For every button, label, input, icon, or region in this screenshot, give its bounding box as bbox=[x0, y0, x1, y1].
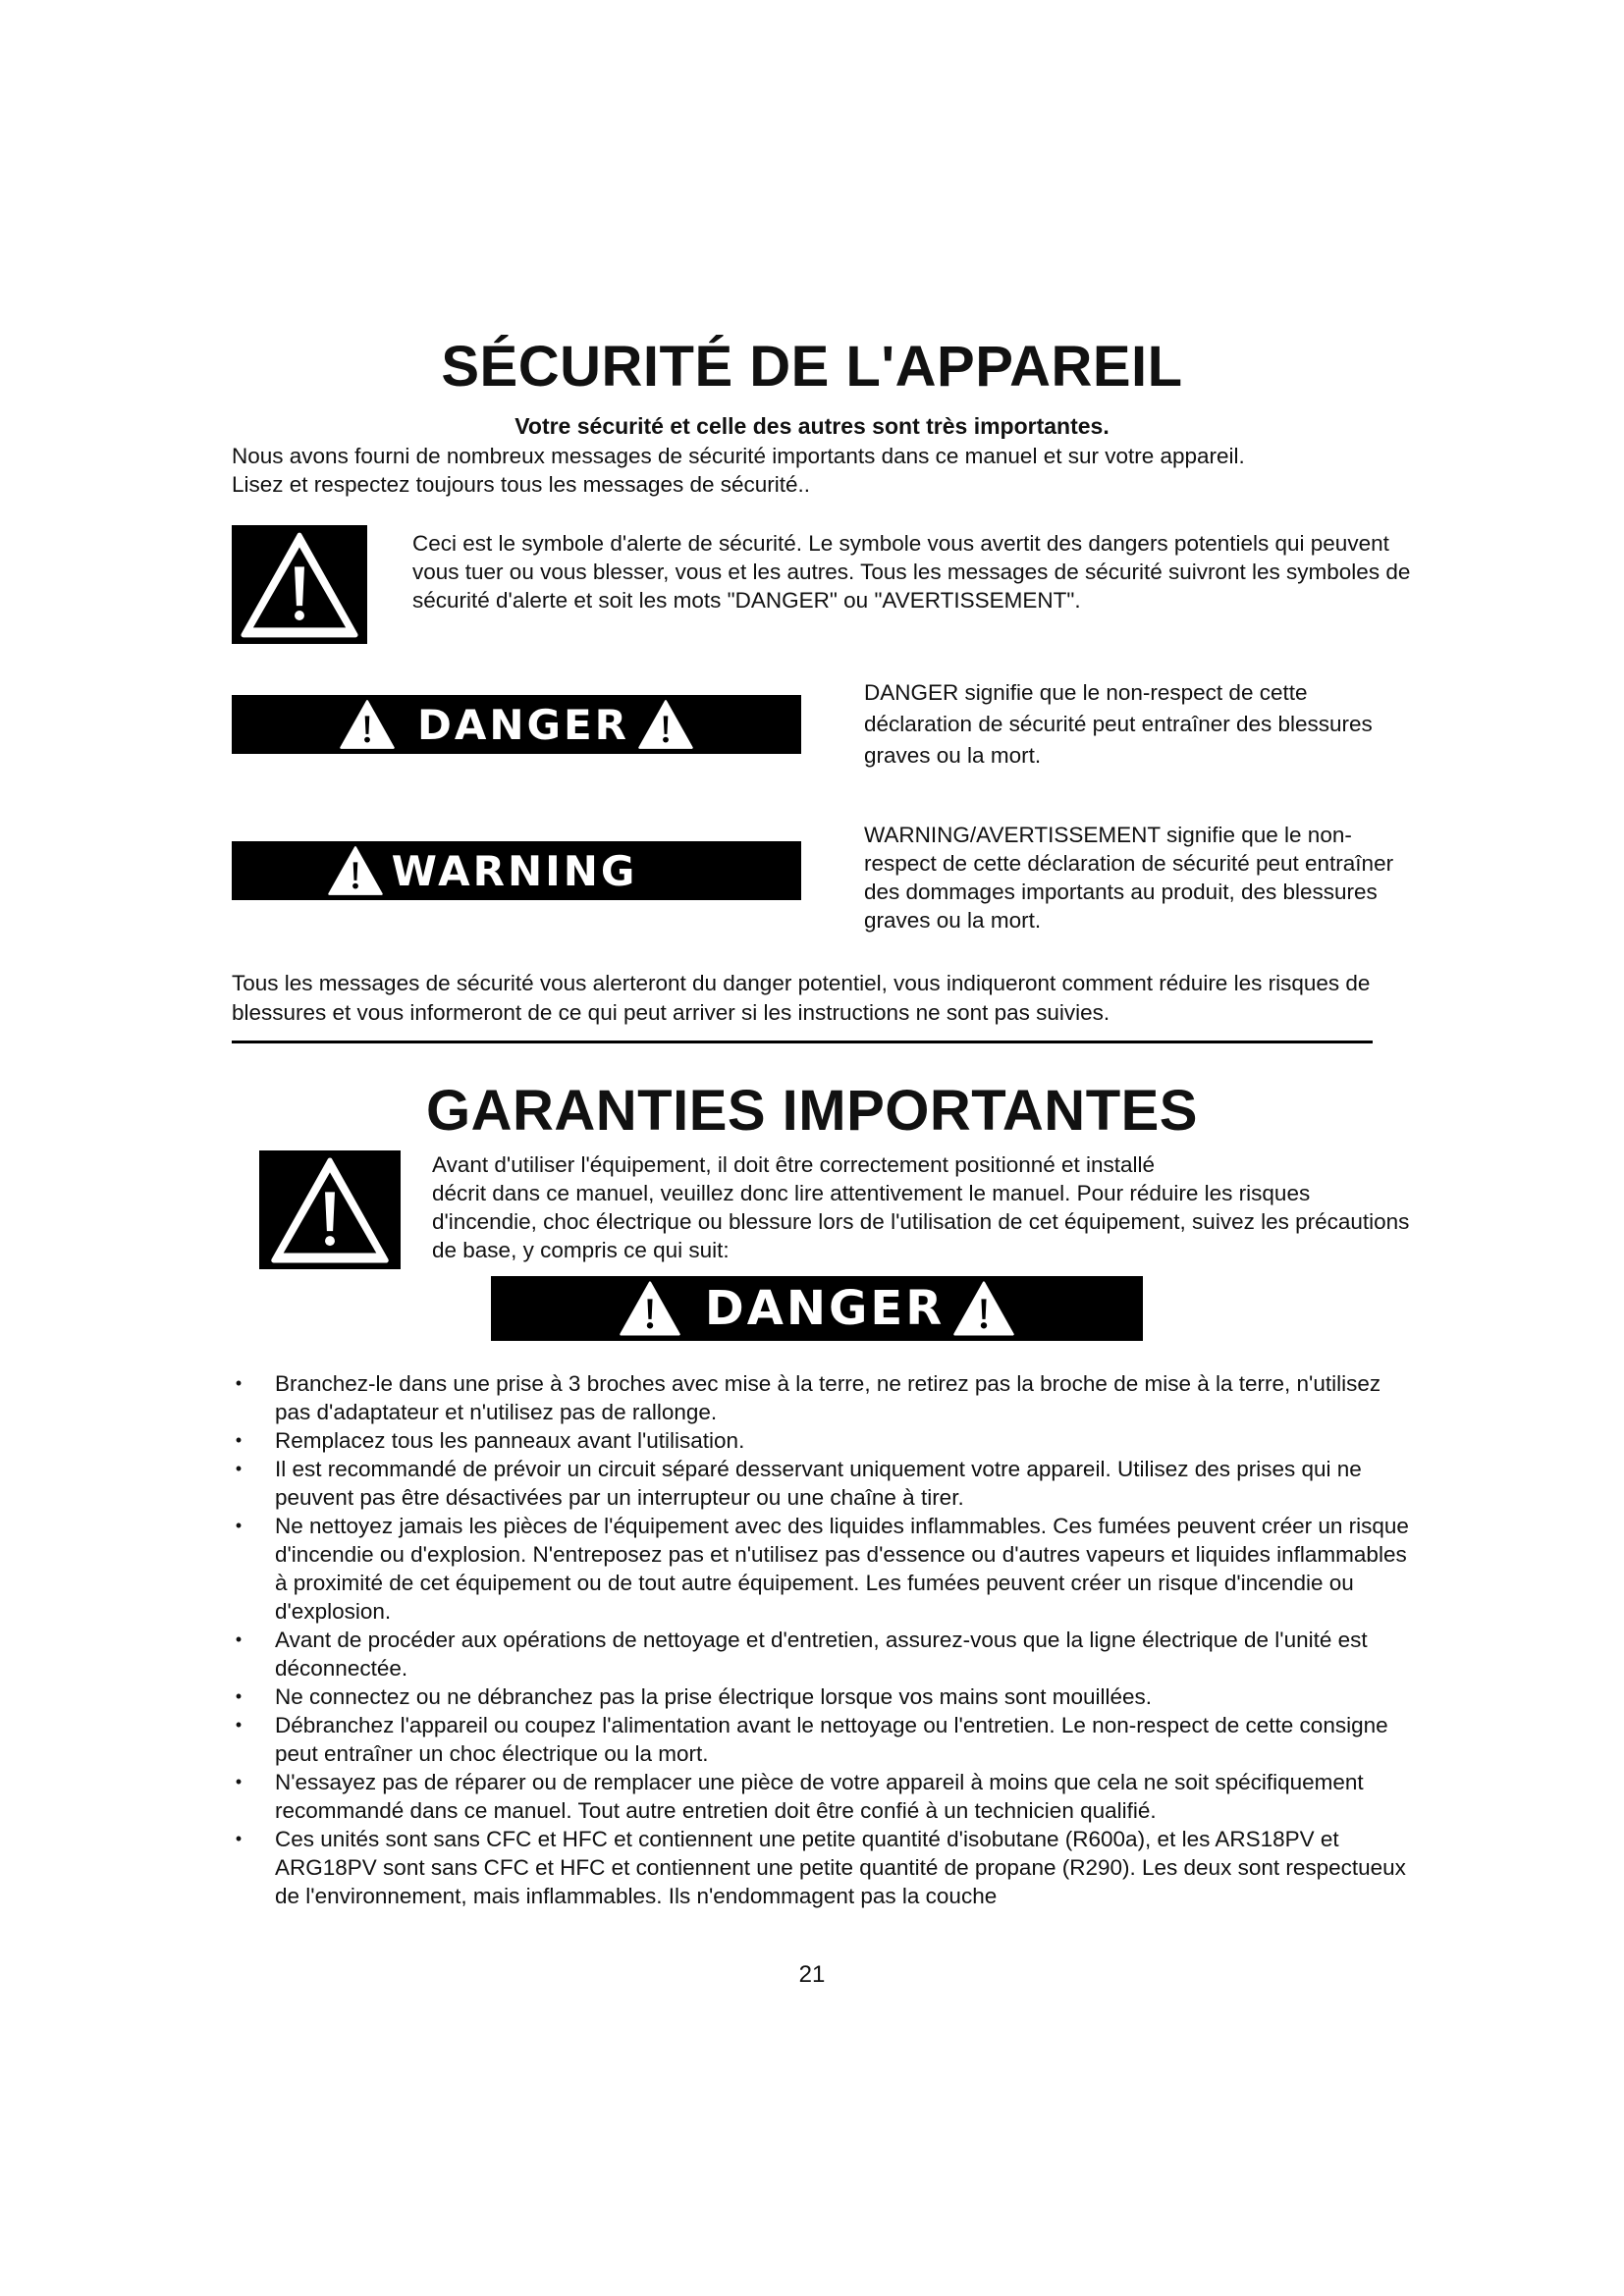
bullet-icon: • bbox=[235, 1459, 243, 1478]
safety-intro-line-2: Lisez et respectez toujours tous les messages de sécurité.. bbox=[232, 472, 811, 497]
guarantees-danger-banner bbox=[491, 1276, 1143, 1341]
bullet-icon: • bbox=[235, 1772, 243, 1791]
danger-banner bbox=[232, 695, 801, 754]
bullet-icon: • bbox=[235, 1516, 243, 1535]
warning-triangle-icon bbox=[952, 1280, 1015, 1337]
page-title: SÉCURITÉ DE L'APPAREIL bbox=[441, 335, 1183, 399]
bullet-icon: • bbox=[235, 1430, 243, 1450]
bullet-icon: • bbox=[235, 1686, 243, 1706]
safety-intro-line-1: Nous avons fourni de nombreux messages de sécurité importants dans ce manuel et sur votre appareil. bbox=[232, 444, 1245, 468]
precautions-list bbox=[229, 1369, 1419, 1910]
bullet-icon: • bbox=[235, 1715, 243, 1735]
safety-alert-symbol bbox=[232, 525, 367, 644]
page-number: 21 bbox=[798, 1961, 826, 1988]
safety-symbol-text: Ceci est le symbole d'alerte de sécurité. Le symbole vous avertit des dangers potentiels qui peuvent vous tuer ou vous blesser, vous et les autres. Tous les messages de sécurité suivront les symboles de sécurité d'alerte et soit les mots "DANGER" ou "AVERTISSEMENT". bbox=[412, 531, 1411, 613]
list-item: • Ne connectez ou ne débranchez pas la prise électrique lorsque vos mains sont mouillées. bbox=[229, 1682, 1419, 1711]
warning-banner bbox=[232, 841, 801, 900]
guarantees-intro-line-1: Avant d'utiliser l'équipement, il doit être correctement positionné et installé bbox=[432, 1152, 1156, 1177]
warning-banner-label: WARNING bbox=[391, 846, 638, 895]
list-item: • Avant de procéder aux opérations de nettoyage et d'entretien, assurez-vous que la ligne électrique de l'unité est déconnectée. bbox=[229, 1626, 1419, 1682]
warning-triangle-icon bbox=[637, 699, 694, 750]
alert-triangle-icon bbox=[239, 530, 360, 640]
safety-subtitle: Votre sécurité et celle des autres sont très importantes. bbox=[514, 413, 1110, 439]
warning-triangle-icon bbox=[619, 1280, 681, 1337]
danger-description: DANGER signifie que le non-respect de cette déclaration de sécurité peut entraîner des blessures graves ou la mort. bbox=[864, 680, 1373, 768]
section-divider bbox=[232, 1041, 1373, 1043]
bullet-icon: • bbox=[235, 1629, 243, 1649]
guarantees-intro-rest: décrit dans ce manuel, veuillez donc lire attentivement le manuel. Pour réduire les risques d'incendie, choc électrique ou blessure lors de l'utilisation de cet équipement, suivez les précautions de base, y compris ce qui suit: bbox=[432, 1181, 1410, 1262]
list-item: • N'essayez pas de réparer ou de remplacer une pièce de votre appareil à moins que cela ne soit spécifiquement recommandé dans ce manuel. Tout autre entretien doit être confié à un technicien qualifié. bbox=[229, 1768, 1419, 1825]
list-item: • Débranchez l'appareil ou coupez l'alimentation avant le nettoyage ou l'entretien. Le non-respect de cette consigne peut entraîner un choc électrique ou la mort. bbox=[229, 1711, 1419, 1768]
warning-triangle-icon bbox=[327, 845, 384, 896]
warning-description: WARNING/AVERTISSEMENT signifie que le non-respect de cette déclaration de sécurité peut entraîner des dommages importants au produit, des blessures graves ou la mort. bbox=[864, 823, 1394, 933]
list-item: • Ne nettoyez jamais les pièces de l'équipement avec des liquides inflammables. Ces fumées peuvent créer un risque d'incendie ou d'explosion. N'entreposez pas et n'utilisez pas d'essence ou d'autres vapeurs et liquides inflammables à proximité de cet équipement ou de tout autre équipement. Les fumées peuvent créer un risque d'incendie ou d'explosion. bbox=[229, 1512, 1419, 1626]
danger-banner-label: DANGER bbox=[416, 700, 630, 749]
guarantees-danger-label: DANGER bbox=[704, 1281, 946, 1336]
safety-closing-text: Tous les messages de sécurité vous alerteront du danger potentiel, vous indiqueront comment réduire les risques de blessures et vous informeront de ce qui peut arriver si les instructions ne sont pas suivies. bbox=[232, 971, 1371, 1025]
list-item: • Il est recommandé de prévoir un circuit séparé desservant uniquement votre appareil. Utilisez des prises qui ne peuvent pas être désactivées par un interrupteur ou une chaîne à tirer. bbox=[229, 1455, 1419, 1512]
safety-intro bbox=[232, 442, 1410, 499]
bullet-icon: • bbox=[235, 1373, 243, 1393]
guarantees-title: GARANTIES IMPORTANTES bbox=[426, 1079, 1198, 1143]
warning-triangle-icon bbox=[339, 699, 396, 750]
guarantees-intro bbox=[432, 1150, 1414, 1264]
list-item: • Ces unités sont sans CFC et HFC et contiennent une petite quantité d'isobutane (R600a), et les ARS18PV et ARG18PV sont sans CFC et HFC et contiennent une petite quantité de propane (R290). Les deux sont respectueux de l'environnement, mais inflammables. Ils n'endommagent pas la couche bbox=[229, 1825, 1419, 1910]
bullet-icon: • bbox=[235, 1829, 243, 1848]
list-item: • Remplacez tous les panneaux avant l'utilisation. bbox=[229, 1426, 1419, 1455]
list-item: • Branchez-le dans une prise à 3 broches avec mise à la terre, ne retirez pas la broche de mise à la terre, n'utilisez pas d'adaptateur et n'utilisez pas de rallonge. bbox=[229, 1369, 1419, 1426]
guarantees-alert-symbol bbox=[259, 1150, 401, 1269]
alert-triangle-icon bbox=[267, 1155, 393, 1265]
